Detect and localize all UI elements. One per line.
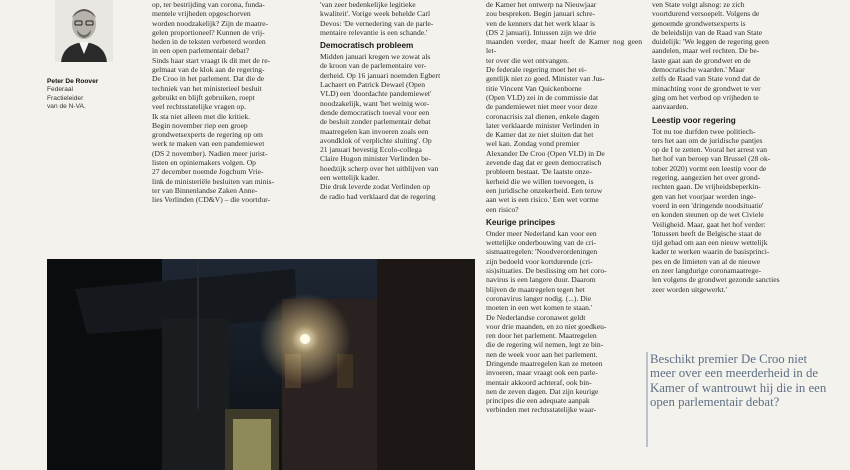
text-line: zevende dag dat er geen democratisch	[486, 158, 602, 168]
text-line: wettelijke onderbouwing van de cri-	[486, 238, 597, 248]
text-line: kerheid die we willen toevoegen, is	[486, 176, 594, 186]
text-line: werk te maken van een pandemiewet	[152, 139, 265, 149]
text-line: voortdurend versoepelt. Volgens de	[652, 9, 760, 19]
text-line: (Open VLD) zei in de commissie dat	[486, 92, 599, 102]
text-line: (DS 2 januari). Intussen zijn we drie	[486, 27, 597, 37]
text-line: een juridische onzekerheid. Een teruw	[486, 185, 603, 195]
author-portrait-icon	[55, 0, 113, 62]
text-line: De federale regering moet het ei-	[486, 65, 587, 75]
text-line: Die druk leverde zodat Verlinden op	[320, 182, 431, 192]
text-line: aandelen, maar wel rechten. De be-	[652, 46, 760, 56]
text-line: maanden verder, maar heeft de Kamer nog geen let-	[486, 37, 642, 56]
author-photo	[55, 0, 113, 62]
text-line: in een open parlementair debat?	[152, 46, 249, 56]
text-line: titie Vincent Van Quickenborne	[486, 83, 582, 93]
section-heading-leestip: Leestip voor regering	[652, 115, 736, 125]
text-line: sis)situaties. De beslissing om het coro-	[486, 266, 607, 276]
text-line: zelfs de Raad van State vond dat de	[652, 74, 761, 84]
author-role-1: Federaal	[47, 86, 74, 94]
text-line: listen en opiniemakers volgen. Op	[152, 158, 256, 168]
text-line: de kroon van de parlementaire ver-	[320, 61, 427, 71]
alley-night-photo-icon	[47, 259, 475, 470]
text-line: ter van Binnenlandse Zaken Anne-	[152, 185, 258, 195]
author-role-2: Fractieleider	[47, 94, 84, 102]
text-line: de Kamer het ontwerp na Nieuwjaar	[486, 0, 597, 9]
text-line: genoemde grondwetsexperts is	[652, 18, 746, 28]
text-line: gentlijk niet zo goed. Minister van Jus-	[486, 74, 605, 84]
text-line: maatregelen kan invoeren zoals een	[320, 126, 429, 136]
text-line: mentair akkoord achteraf, ook bin-	[486, 377, 592, 387]
article-column-3	[486, 0, 642, 470]
text-line: 27 december noemde Jogchum Vrie-	[152, 167, 264, 177]
text-line: Alexander De Croo (Open VLD) in De	[486, 148, 605, 158]
text-line: blijven de maatregelen tegen het	[486, 284, 585, 294]
section-heading-democratisch: Democratisch probleem	[320, 41, 414, 51]
text-line: nen de week voor aan het parlement.	[486, 349, 598, 359]
text-line: aan wet is een risico.' Een wet vorme	[486, 195, 599, 205]
text-line: een wettelijk kader.	[320, 173, 380, 183]
text-line: wel kan. Zondag vond premier	[486, 139, 580, 149]
text-line: ter over die wet ontvangen.	[486, 55, 569, 65]
text-line: de Kamer dat ze niet sluiten dat het	[486, 130, 594, 140]
text-line: grondwetsexperts de regering op om	[152, 130, 263, 140]
text-line: Midden januari kregen we zowat als	[320, 52, 431, 62]
text-line: Devos: 'De vernedering van de parle-	[320, 18, 434, 28]
author-byline	[47, 78, 137, 112]
text-line: ven State volgt alsnog: ze zich	[652, 0, 745, 9]
text-line: mentele vrijheden opgeschorven	[152, 9, 251, 19]
article-column-1	[152, 0, 310, 250]
text-line: een risico?	[486, 204, 519, 214]
text-line: zijn bedoeld voor kortdurende (cri-	[486, 256, 593, 266]
text-line: voor drie maanden, en zo niet goedkeu-	[486, 321, 607, 331]
text-line: duidelijk: 'We leggen de regering geen	[652, 37, 769, 47]
text-line: Begin november riep een groep	[152, 120, 248, 130]
text-line: coronacrisis zal dienen, enkele dagen	[486, 111, 600, 121]
text-line: tijd gehad om aan een nieuw wettelijk	[652, 238, 768, 248]
text-line: navirus is een langere duur. Daarom	[486, 275, 596, 285]
text-line: tober 2020) vormt een leestip voor de	[652, 163, 767, 173]
text-line: ging om het verbod op vrijheden te	[652, 92, 759, 102]
text-line: Veiligheid. Maar, gaat het hof verder:	[652, 219, 766, 229]
article-photo	[47, 259, 475, 470]
text-line: Dringende maatregelen kan ze meteen	[486, 358, 603, 368]
text-line: de beleidslijn van de Raad van State	[652, 27, 763, 37]
text-line: derheid. Op 16 januari noemden Egbert	[320, 70, 441, 80]
text-line: moeten in een wet komen te staan.'	[486, 303, 593, 313]
text-line: en konden steunen op de wet Civiele	[652, 210, 764, 220]
text-line: 21 januari bevestig Ecolo-collega	[320, 145, 422, 155]
text-line: link de ministeriële besluiten van minis-	[152, 176, 275, 186]
text-line: gebruikt en blijft gebruiken, roept	[152, 92, 255, 102]
text-line: rechten gaan. De vrijheidsbeperkin-	[652, 182, 761, 192]
pullquote-rule	[646, 352, 648, 447]
text-line: voerd in een 'dringende noodsituatie'	[652, 200, 764, 210]
text-line: Sinds haar start vraagt ik dit met de re-	[152, 55, 271, 65]
text-line: regering, aangezien het over grond-	[652, 173, 761, 183]
text-line: lies Verlinden (CD&V) – die voortdur-	[152, 195, 271, 205]
text-line: Ik sta niet alleen met die kritiek.	[152, 111, 251, 121]
text-line: gelen proportioneel? Kunnen de vrij-	[152, 27, 265, 37]
text-line: aanvaarden.	[652, 102, 689, 112]
text-line: (DS 2 november). Nadien meer jurist-	[152, 148, 268, 158]
text-line: De Croo in het parlement. Dat die de	[152, 74, 265, 84]
text-line: len volgens de grondwet gezonde sancties	[652, 275, 780, 285]
text-line: het hof van beroep van Brussel (28 ok-	[652, 154, 771, 164]
text-line: op de I te zetten. Vooral het arrest van	[652, 145, 768, 155]
author-name: Peter De Roover	[47, 78, 99, 85]
text-line: pes en de limieten van al de nieuwe	[652, 256, 761, 266]
text-line: nen de zeven dagen. Dat zijn keurige	[486, 386, 599, 396]
text-line: ren door het parlement. Maatregelen	[486, 331, 597, 341]
text-line: heden in de teksten verbeterd worden	[152, 37, 266, 47]
text-line: zou bespreken. Begin januari schre-	[486, 9, 596, 19]
author-role-3: van de N-VA.	[47, 103, 86, 111]
text-line: probleem bestaat. 'De laatste onze-	[486, 167, 592, 177]
text-line: en zeer langdurige coronamaatrege-	[652, 266, 761, 276]
text-line: democratische waarden.' Maar	[652, 65, 745, 75]
text-line: op, ter bestrijding van corona, funda-	[152, 0, 265, 9]
text-line: hoedzijk scherp over het uitblijven van	[320, 163, 439, 173]
text-line: kader te werken waarin de basisprinci-	[652, 247, 770, 257]
text-line: noodzakelijk, want 'het weinig wor-	[320, 98, 429, 108]
text-line: later verklaarde minister Verlinden in	[486, 120, 600, 130]
text-line: verbinden met rechtsstatelijke waar-	[486, 405, 597, 415]
text-line: worden noodzakelijk? Zijn de maatre-	[152, 18, 268, 28]
text-line: Claire Hugon minister Verlinden be-	[320, 154, 431, 164]
text-line: veel rechtsstatelijke vragen op.	[152, 102, 247, 112]
text-line: techniek van het ministerieel besluit	[152, 83, 262, 93]
text-line: Onder meer Nederland kan voor een	[486, 228, 597, 238]
text-line: gelmaat van de klok aan de regering-	[152, 65, 265, 75]
text-line: de pandemiewet niet meer voor deze	[486, 102, 598, 112]
text-line: zeer worden uitgewerkt.'	[652, 284, 727, 294]
text-line: Lachaert en Patrick Dewael (Open	[320, 80, 425, 90]
text-line: coronavirus langer nodig. (...). Die	[486, 293, 592, 303]
text-line: invoeren, maar vraagt ook een parle-	[486, 368, 598, 378]
text-line: De Nederlandse coronawet geldt	[486, 312, 586, 322]
text-line: de besluit zonder parlementair debat	[320, 117, 431, 127]
article-column-2	[320, 0, 476, 250]
text-line: laste gaat aan de grondwet en de	[652, 55, 751, 65]
text-line: kwaliteit'. Vorige week behelde Carl	[320, 9, 431, 19]
text-line: mentaire relevantie is een schande.'	[320, 27, 428, 37]
text-line: ven de kenners dat het werk klaar is	[486, 18, 596, 28]
text-line: sismaatregelen: 'Noodverordeningen	[486, 247, 598, 257]
text-line: de radio had verklaard dat de regering	[320, 191, 436, 201]
text-line: dende democratisch toeval voor een	[320, 107, 430, 117]
text-line: die de regering wil nemen, legt ze bin-	[486, 340, 604, 350]
pullquote: Beschikt premier De Croo niet meer over een meerderheid in de Kamer of wantrouwt hij die in een open parlementair debat?	[650, 352, 827, 409]
text-line: ters het aan om de juridische pantjes	[652, 135, 763, 145]
text-line: minachting voor de grondwet te ver	[652, 83, 761, 93]
text-line: Tot nu toe durfden twee politiech-	[652, 126, 756, 136]
text-line: 'van zeer bedenkelijke legitieke	[320, 0, 416, 9]
text-line: 'Intussen heeft de Belgische staat de	[652, 228, 762, 238]
section-heading-keurige: Keurige principes	[486, 217, 556, 227]
text-line: gen van het voorjaar werden inge-	[652, 191, 756, 201]
text-line: VLD) een 'doordachte pandemiewet'	[320, 89, 432, 99]
article-column-4	[652, 0, 830, 345]
text-line: principes die een adequate aanpak	[486, 396, 590, 406]
text-line: avondklok of verplichte sluiting'. Op	[320, 135, 432, 145]
